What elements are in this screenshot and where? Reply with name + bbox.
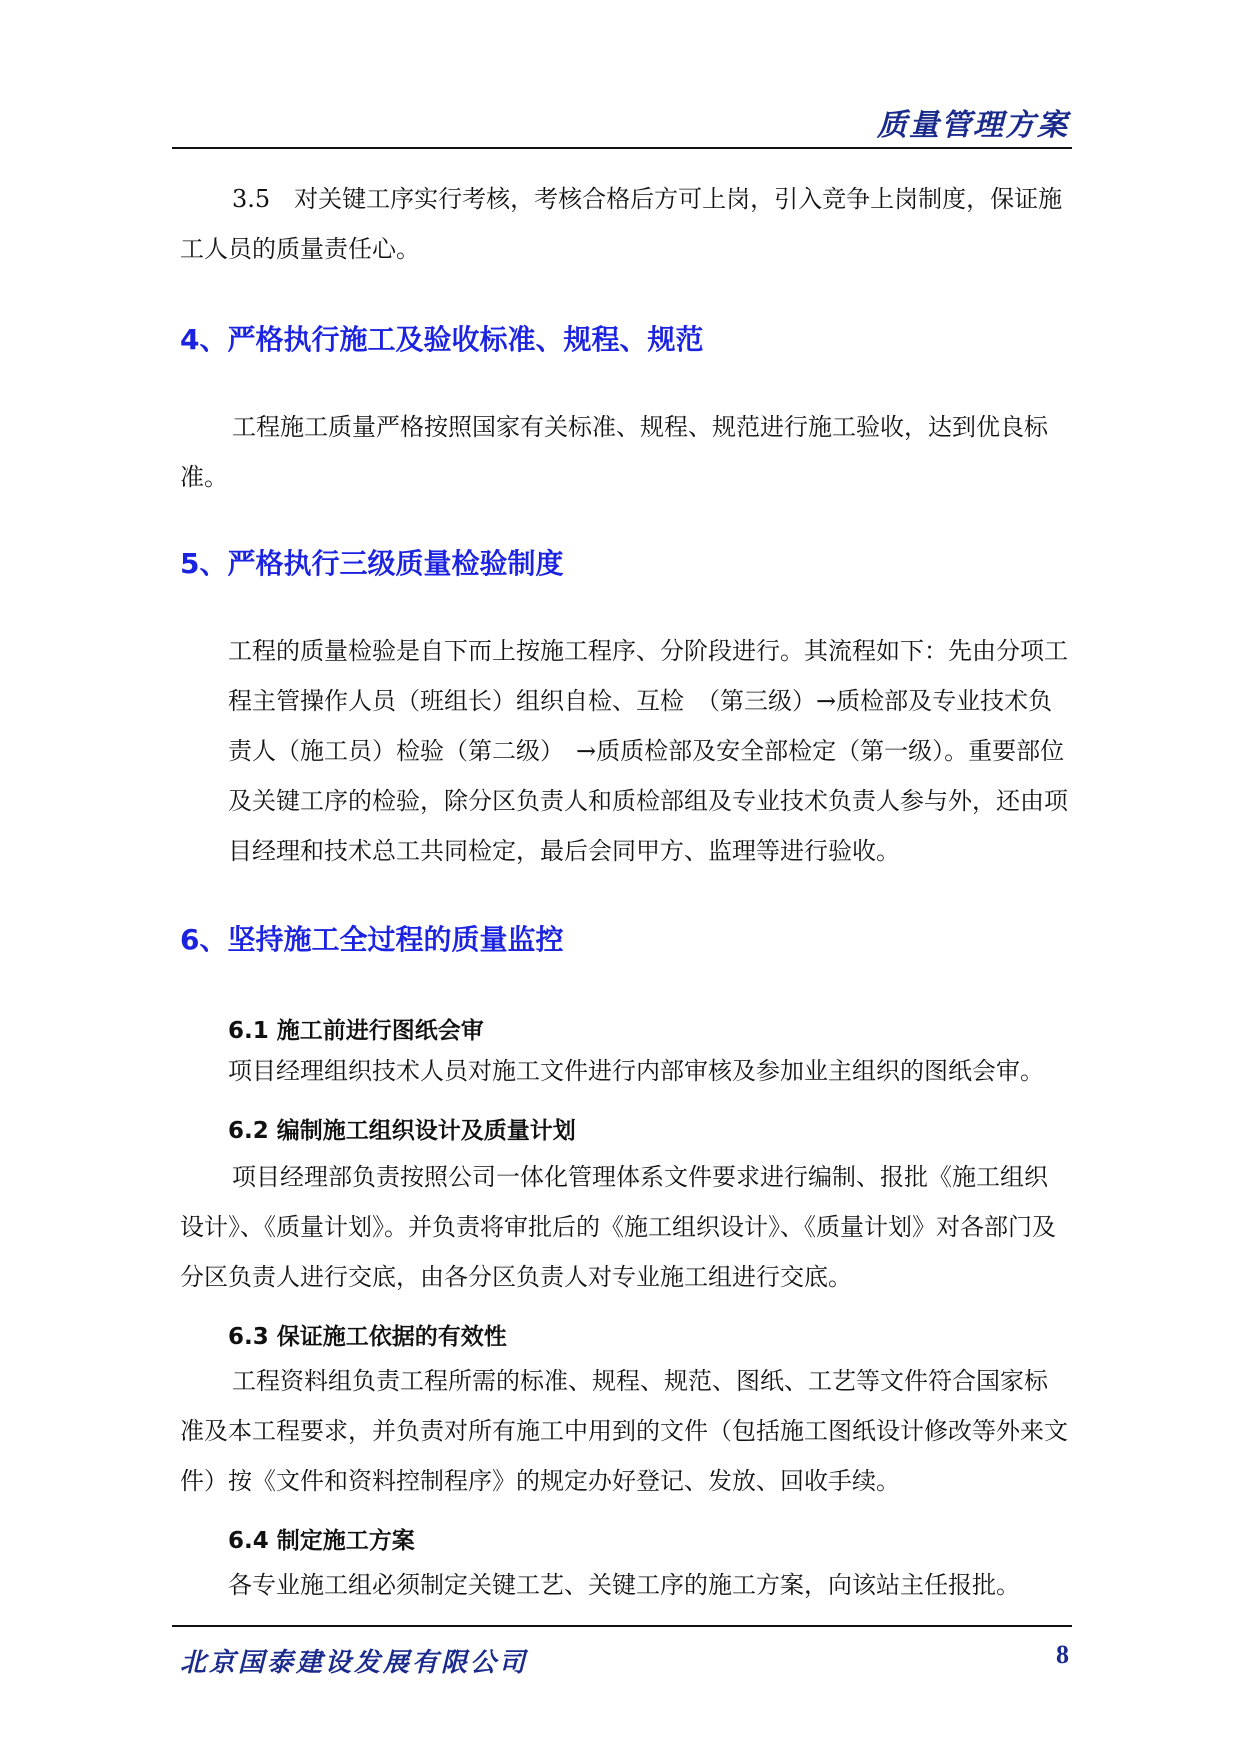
footer-company-name: 北京国泰建设发展有限公司 (180, 1648, 529, 1678)
heading-section-4: 4、严格执行施工及验收标准、规程、规范 (180, 323, 704, 356)
page-number: 8 (1056, 1640, 1069, 1669)
paragraph-6-4: 各专业施工组必须制定关键工艺、关键工序的施工方案，向该站主任报批。 (228, 1571, 1020, 1599)
paragraph-6-1: 项目经理组织技术人员对施工文件进行内部审核及参加业主组织的图纸会审。 (228, 1057, 1044, 1085)
subheading-6-4: 6.4 制定施工方案 (228, 1528, 415, 1554)
footer-rule (172, 1625, 1072, 1627)
paragraph-3-5: 3.5 对关键工序实行考核，考核合格后方可上岗，引入竞争上岗制度，保证施工人员的质量责任心。 (180, 185, 1063, 263)
heading-section-5: 5、严格执行三级质量检验制度 (180, 547, 564, 580)
paragraph-section-5: 工程的质量检验是自下而上按施工程序、分阶段进行。其流程如下：先由分项工程主管操作人员（班组长）组织自检、互检 （第三级）→质检部及专业技术负责人（施工员）检验（第二级） →质质检部及安全部检定（第一级）。重要部位及关键工序的检验，除分区负责人和质检部组及专业技术负责人参与外，还由项目经理和技术总工共同检定，最后会同甲方、监理等进行验收。 (228, 637, 1068, 865)
page-header-title: 质量管理方案 (877, 108, 1069, 143)
subheading-6-1: 6.1 施工前进行图纸会审 (228, 1018, 484, 1044)
paragraph-6-2: 项目经理部负责按照公司一体化管理体系文件要求进行编制、报批《施工组织设计》、《质量计划》。并负责将审批后的《施工组织设计》、《质量计划》对各部门及分区负责人进行交底，由各分区负责人对专业施工组进行交底。 (180, 1163, 1056, 1291)
paragraph-6-3: 工程资料组负责工程所需的标准、规程、规范、图纸、工艺等文件符合国家标准及本工程要求，并负责对所有施工中用到的文件（包括施工图纸设计修改等外来文件）按《文件和资料控制程序》的规定办好登记、发放、回收手续。 (180, 1367, 1068, 1495)
header-rule (172, 147, 1072, 149)
paragraph-section-4: 工程施工质量严格按照国家有关标准、规程、规范进行施工验收，达到优良标准。 (180, 413, 1048, 491)
subheading-6-2: 6.2 编制施工组织设计及质量计划 (228, 1118, 576, 1144)
subheading-6-3: 6.3 保证施工依据的有效性 (228, 1324, 507, 1350)
heading-section-6: 6、坚持施工全过程的质量监控 (180, 923, 564, 956)
